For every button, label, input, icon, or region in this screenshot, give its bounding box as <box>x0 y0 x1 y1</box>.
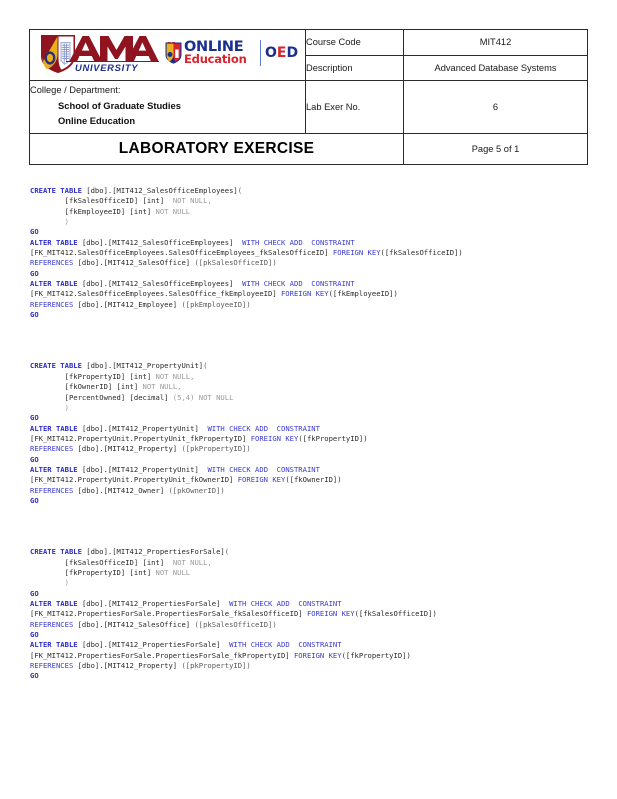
code-token <box>30 372 65 381</box>
department-line-2: Online Education <box>58 115 136 126</box>
code-token: [dbo].[MIT412_SalesOffice] <box>77 619 191 629</box>
code-token <box>220 599 229 608</box>
code-token: ) <box>64 578 69 588</box>
code-token: [dbo].[MIT412_PropertiesForSale] <box>81 640 221 650</box>
code-token: FOREIGN KEY <box>332 248 381 258</box>
code-line <box>30 661 610 671</box>
code-line <box>30 444 610 454</box>
code-token: REFERENCES <box>30 444 78 454</box>
code-token <box>30 403 65 412</box>
code-token: [dbo].[MIT412_PropertyUnit] <box>81 464 199 474</box>
code-line <box>30 361 610 371</box>
ama-subtitle: UNIVERSITY <box>75 62 139 73</box>
code-block-gap <box>30 320 610 361</box>
code-token: FOREIGN KEY <box>306 609 355 619</box>
code-token: NOT NULL <box>155 371 191 381</box>
code-token: [dbo].[MIT412_PropertiesForSale] <box>86 547 225 557</box>
code-token <box>30 196 65 205</box>
code-token: CREATE TABLE <box>30 361 87 371</box>
code-token: NOT NULL <box>198 392 234 402</box>
code-block-gap <box>30 506 610 547</box>
oed-abbr-e: E <box>276 45 287 61</box>
code-token: REFERENCES <box>30 619 78 629</box>
code-token: [dbo].[MIT412_Employee] <box>77 299 178 309</box>
course-code-label: Course Code <box>306 30 404 56</box>
code-token: [dbo].[MIT412_Property] <box>77 444 178 454</box>
code-line <box>30 300 610 310</box>
header-row-department <box>30 81 588 134</box>
code-line <box>30 568 610 578</box>
code-token: [dbo].[MIT412_PropertyUnit] <box>86 361 204 371</box>
code-token: [dbo].[MIT412_Property] <box>77 661 178 671</box>
code-line <box>30 465 610 475</box>
code-line <box>30 651 610 661</box>
code-line <box>30 486 610 496</box>
code-token: , <box>190 371 195 381</box>
code-token: [dbo].[MIT412_SalesOfficeEmployees] <box>86 186 238 195</box>
department-line-1: School of Graduate Studies <box>58 100 181 112</box>
code-token: GO <box>30 413 39 423</box>
code-token <box>30 217 65 226</box>
code-token: WITH CHECK ADD CONSTRAINT <box>207 464 320 474</box>
code-token: ([fkPropertyID]) <box>298 433 368 443</box>
code-token: WITH CHECK ADD CONSTRAINT <box>229 640 342 650</box>
code-token: GO <box>30 227 39 237</box>
code-token: [FK_MIT412.PropertyUnit.PropertyUnit_fkOwnerID] <box>30 475 234 485</box>
code-token: WITH CHECK ADD CONSTRAINT <box>242 279 355 289</box>
code-token: [FK_MIT412.SalesOfficeEmployees.SalesOffice_fkEmployeeID] <box>30 289 277 299</box>
code-token <box>30 393 65 402</box>
code-token: FOREIGN KEY <box>280 289 329 299</box>
code-token: NOT NULL <box>172 196 208 206</box>
code-token: [PercentOwned] [decimal] <box>64 392 169 402</box>
code-token: ([pkOwnerID]) <box>164 485 225 495</box>
code-line <box>30 403 610 413</box>
code-line <box>30 455 610 465</box>
code-token: (5,4) <box>168 392 199 402</box>
online-education-logo <box>165 38 297 72</box>
code-token: GO <box>30 588 39 598</box>
code-token: , <box>207 557 212 567</box>
code-token: ([pkEmployeeID]) <box>177 299 251 309</box>
code-line <box>30 372 610 382</box>
code-line <box>30 258 610 268</box>
code-token: ALTER TABLE <box>30 423 82 433</box>
sql-code-listing <box>30 186 610 682</box>
code-line <box>30 289 610 299</box>
code-token: [fkSalesOfficeID] [int] <box>64 196 165 206</box>
code-line <box>30 217 610 227</box>
code-line <box>30 310 610 320</box>
department-label: College / Department: <box>30 85 121 96</box>
code-token: , <box>207 196 212 206</box>
code-line <box>30 207 610 217</box>
code-line <box>30 640 610 650</box>
code-token: [FK_MIT412.PropertyUnit.PropertyUnit_fkPropertyID] <box>30 433 247 443</box>
code-line <box>30 558 610 568</box>
code-token: ALTER TABLE <box>30 237 82 247</box>
code-line <box>30 248 610 258</box>
code-token: NOT NULL <box>155 567 191 577</box>
code-line <box>30 227 610 237</box>
code-line <box>30 630 610 640</box>
code-token: [fkPropertyID] [int] <box>64 567 152 577</box>
oed-divider <box>260 40 261 66</box>
code-token: ALTER TABLE <box>30 599 82 608</box>
code-token <box>164 558 173 567</box>
code-line <box>30 599 610 609</box>
code-token <box>30 578 65 587</box>
code-token: REFERENCES <box>30 299 78 309</box>
code-token: ([pkPropertyID]) <box>177 444 251 454</box>
code-token: REFERENCES <box>30 661 78 671</box>
code-token <box>164 196 173 205</box>
lab-exer-no-value: 6 <box>404 81 588 134</box>
oed-education-text: Education <box>184 52 247 66</box>
code-token: ALTER TABLE <box>30 464 82 474</box>
ama-university-logo <box>39 32 159 78</box>
code-line <box>30 589 610 599</box>
code-token: [dbo].[MIT412_SalesOfficeEmployees] <box>81 237 234 247</box>
laboratory-exercise-title-cell <box>30 134 404 165</box>
code-token: WITH CHECK ADD CONSTRAINT <box>242 237 355 247</box>
code-token: GO <box>30 495 39 505</box>
code-token: WITH CHECK ADD CONSTRAINT <box>229 599 342 608</box>
course-code-value: MIT412 <box>404 30 588 56</box>
code-token: REFERENCES <box>30 485 78 495</box>
description-label: Description <box>306 55 404 81</box>
logo-cell <box>30 30 306 81</box>
code-token <box>30 558 65 567</box>
code-line <box>30 434 610 444</box>
code-token: ([fkEmployeeID]) <box>328 289 398 299</box>
lab-exer-no-label: Lab Exer No. <box>306 81 404 134</box>
oed-abbr-o: O <box>265 45 277 61</box>
code-token: CREATE TABLE <box>30 547 87 557</box>
code-line <box>30 609 610 619</box>
code-token: [FK_MIT412.SalesOfficeEmployees.SalesOfficeEmployees_fkSalesOfficeID] <box>30 248 329 258</box>
code-token: ([fkSalesOfficeID]) <box>354 609 437 619</box>
code-line <box>30 496 610 506</box>
code-line <box>30 279 610 289</box>
code-block-properties-for-sale <box>30 547 610 681</box>
page-title: LABORATORY EXERCISE <box>118 140 315 157</box>
code-line <box>30 238 610 248</box>
code-token: [FK_MIT412.PropertiesForSale.PropertiesForSale_fkPropertyID] <box>30 650 290 660</box>
page-number: Page 5 of 1 <box>404 134 588 165</box>
code-token: ([pkSalesOfficeID]) <box>190 258 277 268</box>
code-token: ) <box>64 402 69 412</box>
code-token: ) <box>64 217 69 227</box>
code-token: ([fkOwnerID]) <box>285 475 342 485</box>
code-token: ([fkPropertyID]) <box>341 650 411 660</box>
code-token: [dbo].[MIT412_PropertyUnit] <box>81 423 199 433</box>
code-token <box>30 207 65 216</box>
code-line <box>30 269 610 279</box>
code-block-property-unit <box>30 361 610 506</box>
code-token <box>233 238 242 247</box>
code-token: GO <box>30 268 39 278</box>
oed-shield-icon <box>165 42 182 64</box>
code-token: GO <box>30 630 39 640</box>
oed-abbr-d: D <box>286 45 299 61</box>
code-token: FOREIGN KEY <box>293 650 342 660</box>
oed-abbreviation <box>265 46 298 60</box>
code-token: [dbo].[MIT412_SalesOffice] <box>77 258 191 268</box>
code-token: [dbo].[MIT412_SalesOfficeEmployees] <box>81 279 234 289</box>
code-token: ([fkSalesOfficeID]) <box>380 248 463 258</box>
header-row-logos <box>30 30 588 56</box>
code-token <box>30 568 65 577</box>
code-token: CREATE TABLE <box>30 186 87 195</box>
code-line <box>30 393 610 403</box>
code-token: ([pkPropertyID]) <box>177 661 251 671</box>
code-line <box>30 620 610 630</box>
code-token: NOT NULL <box>172 557 208 567</box>
code-token: ( <box>203 361 208 371</box>
code-token: [fkPropertyID] [int] <box>64 371 152 381</box>
code-line <box>30 196 610 206</box>
code-line <box>30 424 610 434</box>
code-token: [dbo].[MIT412_PropertiesForSale] <box>81 599 221 608</box>
department-cell <box>30 81 306 134</box>
document-header-table <box>29 29 587 165</box>
code-token: ( <box>237 186 243 195</box>
code-token: GO <box>30 454 39 464</box>
code-token <box>30 382 65 391</box>
code-token: ALTER TABLE <box>30 640 82 650</box>
code-line <box>30 382 610 392</box>
code-token <box>233 279 242 288</box>
code-line <box>30 186 610 196</box>
oed-online-text: ONLINE <box>184 39 244 55</box>
code-token: GO <box>30 671 39 681</box>
code-token: [fkOwnerID] [int] <box>64 382 139 392</box>
code-line <box>30 671 610 681</box>
code-line <box>30 413 610 423</box>
code-token: FOREIGN KEY <box>237 475 286 485</box>
code-token: REFERENCES <box>30 258 78 268</box>
code-block-sales-office-employees <box>30 186 610 320</box>
code-token: NOT NULL <box>155 206 191 216</box>
code-token: NOT NULL <box>142 382 178 392</box>
header-row-title <box>30 134 588 165</box>
code-line <box>30 547 610 557</box>
code-token <box>220 640 229 649</box>
code-line <box>30 475 610 485</box>
code-token: [fkSalesOfficeID] [int] <box>64 557 165 567</box>
code-line <box>30 578 610 588</box>
code-token: FOREIGN KEY <box>250 433 299 443</box>
code-token: ( <box>224 547 230 557</box>
code-token: WITH CHECK ADD CONSTRAINT <box>207 423 320 433</box>
description-value: Advanced Database Systems <box>404 55 588 81</box>
ama-wordmark-icon <box>67 35 159 63</box>
code-token: ALTER TABLE <box>30 279 82 289</box>
code-token: [dbo].[MIT412_Owner] <box>77 485 165 495</box>
code-token: ([pkSalesOfficeID]) <box>190 619 277 629</box>
code-token: , <box>177 382 182 392</box>
code-token: [FK_MIT412.PropertiesForSale.PropertiesForSale_fkSalesOfficeID] <box>30 609 303 619</box>
code-token: GO <box>30 310 39 320</box>
code-token: [fkEmployeeID] [int] <box>64 206 152 216</box>
